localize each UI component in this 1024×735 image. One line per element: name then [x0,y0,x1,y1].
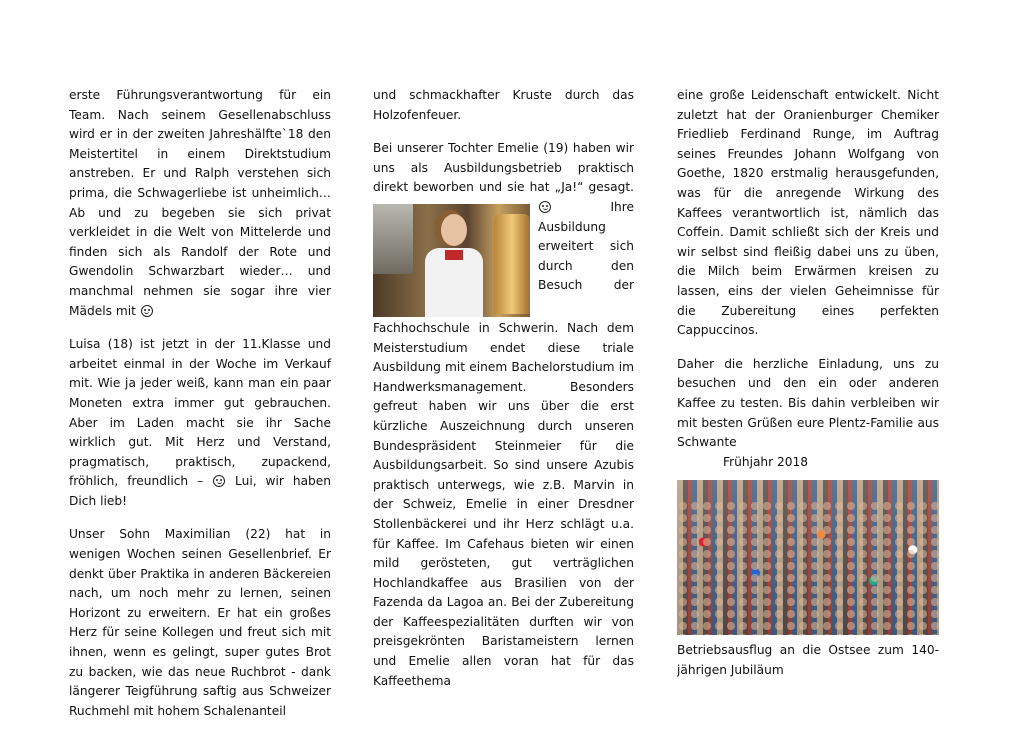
paragraph-marcus: erste Führungsverantwortung für ein Team. Nach seinem Gesellenabschluss wird er in der zweiten Jahreshälfte`18 den Meistertitel in einem Direktstudium anstreben. Er und Ralph verstehen sich prima, die Schwagerliebe ist unheimlich…Ab und zu begeben sie sich privat verkleidet in die Welt von Mittelerde und finden sich als Randolf der Rote und Gwendolin Schwarzbart wieder… und manchmal nehmen sie sogar ihre vier Mädels mit [69,88,331,318]
column-1 [69,86,331,735]
paragraph-emelie: Bei unserer Tochter Emelie (19) haben wir uns als Ausbildungsbetrieb praktisch direkt beworben und sie hat „Ja!“ gesagt. Ihre Ausbildung erweitert sich durch den Besuch der Fachhochschule in Schwerin. Nach dem Meisterstudium endet diese triale Ausbildung mit einem Bachelorstudium im Handwerksmanagement. Besonders gefreut haben wir uns über die erst kürzliche Auszeichnung durch unseren Bundespräsident Steinmeier für die Ausbildungsarbeit. So sind unsere Azubis praktisch unterwegs, wie z.B. Marvin in der Schweiz, Emelie in einer Dresdner Stollenbäckerei und ihr Herz schlägt u.a. für Kaffee. Im Cafehaus bieten wir einen mild gerösteten, gut verträglichen Hochlandkaffee aus Brasilien von der Fazenda da Lagoa an. Bei der Zubereitung der Kaffeespezialitäten durften wir von preisgekrönten Baristameistern lernen und Emelie allen voran hat für das Kaffeethema [373,141,634,688]
smiley-icon [213,475,225,487]
paragraph-einladung: Daher die herzliche Einladung, uns zu besuchen und den ein oder anderen Kaffee zu testen. Bis dahin verbleiben wir mit besten Grüßen eure Plentz-Familie aus Schwante Frühjahr 2018 [677,356,939,469]
smiley-icon [539,201,551,213]
column-2 [373,86,634,705]
paragraph-holzofen: und schmackhafter Kruste durch das Holzofenfeuer. [373,88,634,122]
column-3 [677,86,939,694]
signature-date: Frühjahr 2018 [723,454,809,469]
photo-caption: Betriebsausflug an die Ostsee zum 140-jährigen Jubiläum [677,643,939,677]
paragraph-maximilian: Unser Sohn Maximilian (22) hat in wenigen Wochen seinen Gesellenbrief. Er denkt über Praktika in anderen Bäckereien nach, um noch mehr zu lernen, seinen Horizont zu erweitern. Er hat ein großes Herz für seine Kollegen und freut sich mit ihnen, wenn es gelingt, super gutes Brot zu backen, wie das neue Ruchbrot - dank längerer Teigführung saftig aus Schweizer Ruchmehl mit hohem Schalenanteil [69,527,331,718]
smiley-icon [141,305,153,317]
group-photo [677,480,939,635]
paragraph-luisa: Luisa (18) ist jetzt in der 11.Klasse und arbeitet einmal in der Woche im Verkauf mit. Wie ja jeder weiß, kann man ein paar Moneten extra immer gut gebrauchen. Aber im Laden macht sie ihr Sache wirklich gut. Mit Herz und Verstand, pragmatisch, praktisch, zupackend, fröhlich, freundlich – Lui, wir haben Dich lieb! [69,337,331,508]
emelie-photo [373,204,530,317]
paragraph-kaffee: eine große Leidenschaft entwickelt. Nicht zuletzt hat der Oranienburger Chemiker Friedlieb Ferdinand Runge, im Auftrag seines Freundes Johann Wolfgang von Goethe, 1820 erstmalig herausgefunden, was für die anregende Wirkung des Kaffees verantwortlich ist, nämlich das Coffein. Damit schließt sich der Kreis und wir selbst sind fleißig dabei uns zu üben, die Milch beim Erwärmen kreisen zu lassen, eins der vielen Geheimnisse für die Zubereitung eines perfekten Cappuccinos. [677,88,939,338]
